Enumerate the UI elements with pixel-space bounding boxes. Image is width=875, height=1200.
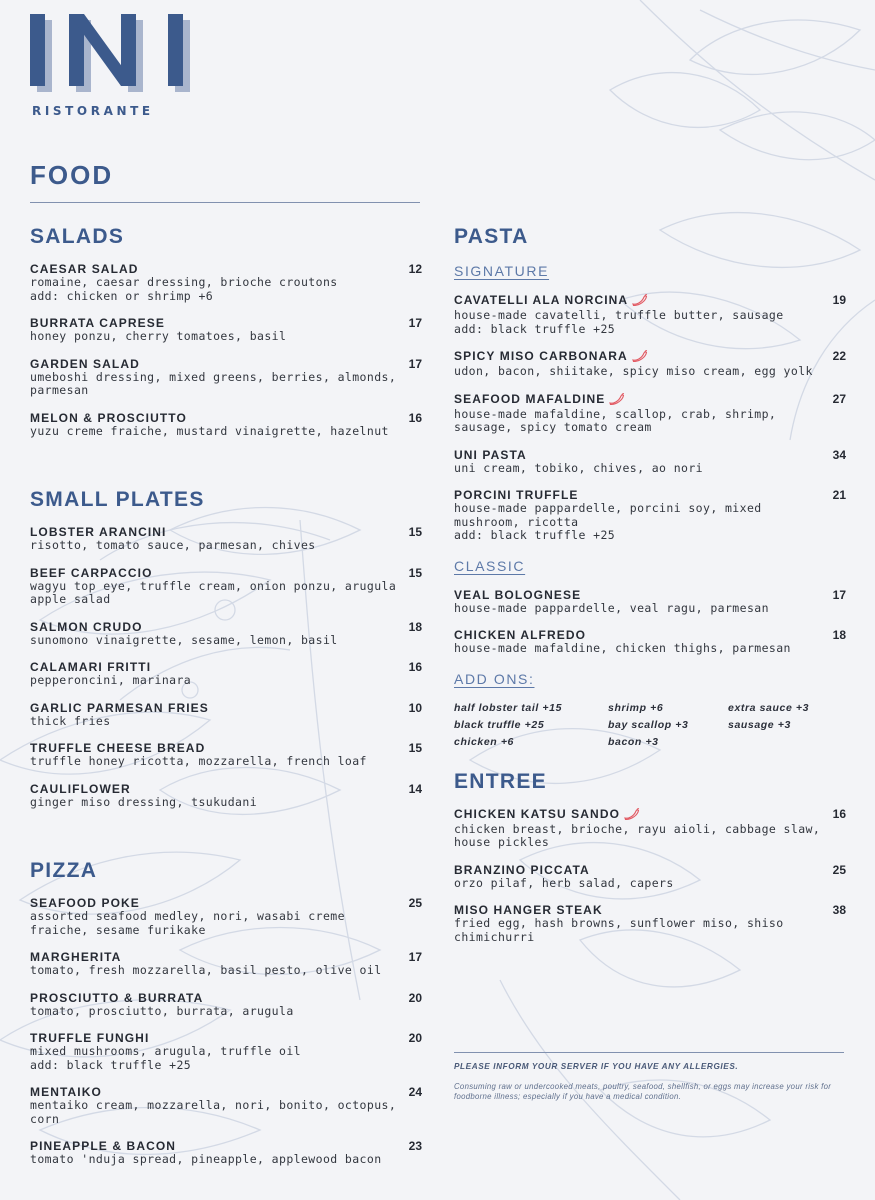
- item-name: CHICKEN ALFREDO: [454, 628, 587, 642]
- section-pasta: [454, 224, 846, 749]
- item-name: SPICY MISO CARBONARA: [454, 349, 628, 363]
- item-description: house-made pappardelle, porcini soy, mixed mushroom, ricotta: [454, 501, 762, 529]
- item-name-row: [30, 896, 422, 910]
- item-name: GARLIC PARMESAN FRIES: [30, 700, 209, 715]
- item-name: VEAL BOLOGNESE: [454, 587, 582, 602]
- item-price: 24: [408, 1085, 422, 1099]
- add-on-item: half lobster tail +15: [454, 701, 563, 714]
- item-price: 19: [832, 293, 846, 307]
- item-name: CAESAR SALAD: [30, 262, 139, 276]
- title-divider: [30, 202, 420, 203]
- subsection-signature: SIGNATURE: [454, 263, 550, 279]
- item-name: PINEAPPLE & BACON: [30, 1139, 177, 1153]
- menu-item-porcini-truffle: [454, 488, 846, 543]
- item-name-row: [454, 588, 846, 602]
- menu-item-garlic-parmesan-fries: [30, 701, 422, 729]
- item-name-row: [454, 903, 846, 917]
- menu-item-chicken-katsu-sando: [454, 807, 846, 850]
- section-salads: [30, 224, 422, 438]
- menu-item-caesar-salad: [30, 262, 422, 303]
- item-price: 14: [408, 781, 422, 796]
- add-on-item: bay scallop +3: [608, 718, 689, 731]
- food-safety-disclaimer: Consuming raw or undercooked meats, poultry, seafood, shellfish, or eggs may increase your risk for foodborne illness; especially if you have a medical condition.: [454, 1082, 832, 1101]
- item-name-row: [30, 316, 422, 330]
- item-add-option: add: black truffle +25: [454, 321, 616, 336]
- spicy-pepper-icon: [632, 350, 648, 365]
- item-price: 16: [832, 806, 846, 821]
- item-name-row: [30, 1085, 422, 1099]
- item-name: SEAFOOD POKE: [30, 896, 140, 910]
- menu-item-cauliflower: [30, 782, 422, 810]
- item-description: risotto, tomato sauce, parmesan, chives: [30, 538, 316, 552]
- item-name: CHICKEN KATSU SANDO: [454, 806, 621, 821]
- brand-subtitle: RISTORANTE: [32, 104, 154, 118]
- add-on-item: black truffle +25: [454, 718, 545, 731]
- section-pizza: [30, 858, 422, 1167]
- section-title: SMALL PLATES: [30, 488, 205, 511]
- menu-item-prosciutto-burrata: [30, 991, 422, 1019]
- section-title: PASTA: [454, 225, 529, 248]
- item-description: chicken breast, brioche, rayu aioli, cabbage slaw, house pickles: [454, 821, 821, 849]
- item-description: house-made cavatelli, truffle butter, sausage: [454, 308, 784, 322]
- item-name-row: [454, 349, 846, 365]
- item-name-row: [30, 357, 422, 371]
- item-name-row: [30, 620, 422, 634]
- item-price: 17: [408, 950, 422, 964]
- item-add-option: add: black truffle +25: [454, 528, 616, 542]
- item-description: mentaiko cream, mozzarella, nori, bonito, octopus, corn: [30, 1098, 397, 1126]
- item-name-row: [30, 950, 422, 964]
- item-price: 38: [832, 903, 846, 917]
- menu-item-mentaiko: [30, 1085, 422, 1126]
- item-price: 16: [408, 660, 422, 674]
- item-description: umeboshi dressing, mixed greens, berries, almonds, parmesan: [30, 369, 397, 397]
- item-description: honey ponzu, cherry tomatoes, basil: [30, 329, 287, 343]
- menu-item-beef-carpaccio: [30, 566, 422, 607]
- item-name-row: [30, 566, 422, 580]
- footer-divider: [454, 1052, 844, 1053]
- section-title: ENTREE: [454, 769, 547, 793]
- section-title: SALADS: [30, 225, 125, 248]
- item-name-row: [454, 293, 846, 309]
- item-name-row: [30, 262, 422, 276]
- item-name: MISO HANGER STEAK: [454, 903, 603, 917]
- item-name: CALAMARI FRITTI: [30, 660, 152, 674]
- item-price: 15: [408, 565, 422, 580]
- item-name: CAVATELLI ALA NORCINA: [454, 293, 629, 307]
- item-name-row: [30, 1139, 422, 1153]
- menu-item-truffle-funghi: [30, 1031, 422, 1072]
- allergy-note: PLEASE INFORM YOUR SERVER IF YOU HAVE ANY ALLERGIES.: [454, 1062, 739, 1071]
- item-price: 10: [408, 700, 422, 715]
- item-name: UNI PASTA: [454, 447, 527, 462]
- item-price: 17: [832, 587, 846, 602]
- item-name: PROSCIUTTO & BURRATA: [30, 990, 204, 1005]
- item-name: MENTAIKO: [30, 1085, 102, 1099]
- menu-item-chicken-alfredo: [454, 628, 846, 656]
- menu-item-seafood-poke: [30, 896, 422, 937]
- item-price: 17: [408, 356, 422, 371]
- item-name-row: [454, 488, 846, 502]
- item-name-row: [30, 525, 422, 539]
- item-description: house-made pappardelle, veal ragu, parmesan: [454, 600, 769, 615]
- item-description: wagyu top eye, truffle cream, onion ponzu, arugula apple salad: [30, 578, 397, 606]
- menu-item-garden-salad: [30, 357, 422, 398]
- add-on-item: chicken +6: [454, 735, 514, 748]
- section-small-plates: [30, 487, 422, 809]
- item-name: SALMON CRUDO: [30, 619, 143, 634]
- item-price: 25: [408, 896, 422, 910]
- item-description: ginger miso dressing, tsukudani: [30, 794, 258, 809]
- item-description: house-made mafaldine, chicken thighs, parmesan: [454, 641, 791, 655]
- menu-item-lobster-arancini: [30, 525, 422, 553]
- item-description: truffle honey ricotta, mozzarella, french loaf: [30, 754, 367, 768]
- item-name-row: [30, 411, 422, 425]
- item-name-row: [30, 991, 422, 1005]
- menu-item-calamari-fritti: [30, 660, 422, 688]
- item-name: TRUFFLE CHEESE BREAD: [30, 741, 206, 755]
- item-price: 23: [408, 1139, 422, 1153]
- item-description: tomato, prosciutto, burrata, arugula: [30, 1003, 294, 1018]
- item-price: 15: [408, 741, 422, 755]
- item-price: 17: [408, 316, 422, 330]
- item-name-row: [454, 448, 846, 462]
- add-ons-grid: [454, 701, 846, 749]
- spicy-pepper-icon: [624, 808, 640, 823]
- item-price: 21: [832, 488, 846, 502]
- item-add-option: add: chicken or shrimp +6: [30, 288, 214, 303]
- item-name: GARDEN SALAD: [30, 356, 140, 371]
- right-column: [454, 224, 846, 957]
- item-name: TRUFFLE FUNGHI: [30, 1031, 150, 1045]
- item-name-row: [30, 782, 422, 796]
- item-description: mixed mushrooms, arugula, truffle oil: [30, 1044, 301, 1058]
- item-name-row: [454, 392, 846, 408]
- left-column: [30, 224, 422, 1180]
- item-name: BEEF CARPACCIO: [30, 565, 153, 580]
- item-description: pepperoncini, marinara: [30, 673, 192, 687]
- item-name: BURRATA CAPRESE: [30, 316, 165, 330]
- item-price: 22: [832, 349, 846, 363]
- item-name: MARGHERITA: [30, 950, 122, 964]
- item-description: romaine, caesar dressing, brioche croutons: [30, 275, 338, 289]
- menu-item-pineapple-bacon: [30, 1139, 422, 1167]
- menu-item-burrata-caprese: [30, 316, 422, 344]
- item-price: 27: [832, 391, 846, 406]
- item-description: tomato, fresh mozzarella, basil pesto, olive oil: [30, 963, 382, 977]
- add-on-item: shrimp +6: [608, 701, 664, 714]
- menu-item-cavatelli-ala-norcina: [454, 293, 846, 336]
- item-description: assorted seafood medley, nori, wasabi creme fraiche, sesame furikake: [30, 909, 345, 937]
- menu-item-margherita: [30, 950, 422, 978]
- item-description: sunomono vinaigrette, sesame, lemon, basil: [30, 632, 338, 647]
- menu-item-veal-bolognese: [454, 588, 846, 616]
- item-name-row: [30, 1031, 422, 1045]
- item-name-row: [454, 807, 846, 823]
- item-add-option: add: black truffle +25: [30, 1057, 192, 1072]
- add-on-item: sausage +3: [728, 718, 791, 731]
- item-name: LOBSTER ARANCINI: [30, 525, 167, 539]
- item-price: 20: [408, 1031, 422, 1045]
- item-description: thick fries: [30, 713, 111, 728]
- subsection-classic: CLASSIC: [454, 557, 526, 574]
- item-price: 34: [832, 447, 846, 462]
- spicy-pepper-icon: [609, 393, 625, 408]
- item-name-row: [454, 628, 846, 642]
- footer: [454, 1052, 844, 1101]
- item-name: SEAFOOD MAFALDINE: [454, 391, 606, 406]
- menu-item-miso-hanger-steak: [454, 903, 846, 944]
- menu-item-spicy-miso-carbonara: [454, 349, 846, 379]
- item-name-row: [454, 863, 846, 877]
- menu-item-seafood-mafaldine: [454, 392, 846, 435]
- item-price: 16: [408, 410, 422, 425]
- item-description: udon, bacon, shiitake, spicy miso cream, egg yolk: [454, 364, 813, 378]
- brand-logo: [30, 14, 194, 118]
- page-title: FOOD: [30, 160, 114, 190]
- item-description: house-made mafaldine, scallop, crab, shrimp, sausage, spicy tomato cream: [454, 406, 777, 434]
- section-entree: [454, 769, 846, 945]
- item-name-row: [30, 701, 422, 715]
- item-price: 15: [408, 525, 422, 539]
- item-name: PORCINI TRUFFLE: [454, 488, 579, 502]
- item-price: 18: [408, 619, 422, 634]
- item-description: uni cream, tobiko, chives, ao nori: [454, 460, 704, 475]
- add-on-item: bacon +3: [608, 735, 659, 748]
- item-name: MELON & PROSCIUTTO: [30, 410, 187, 425]
- item-price: 12: [408, 262, 422, 276]
- menu-item-truffle-cheese-bread: [30, 741, 422, 769]
- item-price: 18: [832, 628, 846, 642]
- item-name-row: [30, 660, 422, 674]
- spicy-pepper-icon: [632, 294, 648, 309]
- menu-item-salmon-crudo: [30, 620, 422, 648]
- item-description: tomato 'nduja spread, pineapple, applewood bacon: [30, 1152, 382, 1166]
- item-name-row: [30, 741, 422, 755]
- item-description: fried egg, hash browns, sunflower miso, shiso chimichurri: [454, 916, 784, 944]
- add-on-item: extra sauce +3: [728, 701, 810, 714]
- item-name: BRANZINO PICCATA: [454, 862, 590, 877]
- menu-item-branzino-piccata: [454, 863, 846, 891]
- item-price: 20: [408, 990, 422, 1005]
- item-description: orzo pilaf, herb salad, capers: [454, 875, 674, 890]
- menu-item-melon-prosciutto: [30, 411, 422, 439]
- ini-logo-mark: [30, 14, 194, 92]
- menu-item-uni-pasta: [454, 448, 846, 476]
- item-name: CAULIFLOWER: [30, 781, 131, 796]
- section-title: PIZZA: [30, 859, 98, 882]
- subsection-add-ons: ADD ONS:: [454, 670, 535, 687]
- item-description: yuzu creme fraiche, mustard vinaigrette, hazelnut: [30, 423, 389, 438]
- item-price: 25: [832, 862, 846, 877]
